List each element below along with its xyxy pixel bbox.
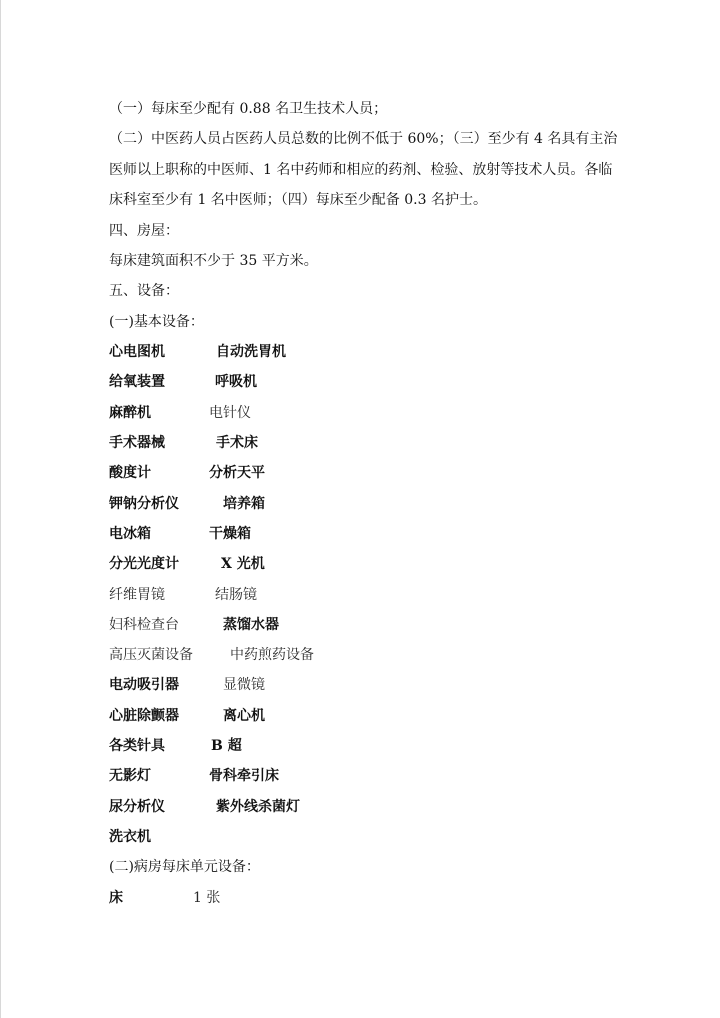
equipment-right: 蒸馏水器 <box>223 616 279 633</box>
equipment-left: 心脏除颤器 <box>109 707 179 724</box>
equipment-right: 骨科牵引床 <box>209 768 279 785</box>
list-item <box>109 458 629 488</box>
paragraph-staffing-4: 床科室至少有 1 名中医师；（四）每床至少配备 0.3 名护士。 <box>109 192 487 209</box>
equipment-left: 给氧装置 <box>109 374 165 391</box>
subheading-ward-equipment: (二)病房每床单元设备： <box>109 859 260 876</box>
equipment-right: 离心机 <box>223 707 265 724</box>
list-item <box>109 549 629 579</box>
equipment-right: 中药煎药设备 <box>230 647 314 664</box>
list-item <box>109 792 629 822</box>
list-item <box>109 337 629 367</box>
list-item <box>109 489 629 519</box>
paragraph-staffing-1: （一）每床至少配有 0.88 名卫生技术人员； <box>109 101 388 117</box>
equipment-right: 电针仪 <box>209 404 251 421</box>
list-item <box>109 580 629 610</box>
paragraph-building-area: 每床建筑面积不少于 35 平方米。 <box>109 252 318 269</box>
equipment-right: 手术床 <box>216 435 258 452</box>
list-item <box>109 519 629 549</box>
equipment-left: 分光光度计 <box>109 556 179 573</box>
equipment-left: 无影灯 <box>109 768 151 785</box>
ward-item-quantity: 1 张 <box>193 889 221 906</box>
list-item <box>109 883 629 913</box>
equipment-left: 洗衣机 <box>109 828 151 845</box>
equipment-left: 心电图机 <box>109 344 165 361</box>
equipment-left: 纤维胃镜 <box>109 586 165 603</box>
document-body <box>109 94 629 913</box>
list-item <box>109 670 629 700</box>
equipment-right: 干燥箱 <box>209 525 251 542</box>
equipment-right: 紫外线杀菌灯 <box>216 798 300 815</box>
equipment-left: 酸度计 <box>109 465 151 482</box>
section-heading-equipment: 五、设备： <box>109 283 179 300</box>
equipment-left: 妇科检查台 <box>109 616 179 633</box>
equipment-right: 培养箱 <box>223 495 265 512</box>
equipment-left: 高压灭菌设备 <box>109 647 193 664</box>
equipment-right: 显微镜 <box>223 677 265 694</box>
list-item <box>109 367 629 397</box>
equipment-left: 尿分析仪 <box>109 798 165 815</box>
equipment-left: 手术器械 <box>109 435 165 452</box>
subheading-basic-equipment: (一)基本设备： <box>109 313 204 330</box>
equipment-list <box>109 337 629 852</box>
list-item <box>109 822 629 852</box>
list-item <box>109 428 629 458</box>
ward-item-name: 床 <box>109 889 123 906</box>
equipment-right: 呼吸机 <box>215 374 257 391</box>
equipment-left: 电动吸引器 <box>109 677 179 694</box>
equipment-right: 自动洗胃机 <box>216 344 286 361</box>
equipment-left: 麻醉机 <box>109 404 151 421</box>
section-heading-building: 四、房屋： <box>109 222 179 239</box>
paragraph-staffing-2: （二）中医药人员占医药人员总数的比例不低于 60%；（三）至少有 4 名具有主治 <box>109 131 618 148</box>
equipment-right: B 超 <box>211 737 242 754</box>
equipment-right: 分析天平 <box>209 465 265 482</box>
list-item <box>109 731 629 761</box>
list-item <box>109 761 629 791</box>
equipment-right: 结肠镜 <box>215 586 257 603</box>
equipment-left: 钾钠分析仪 <box>109 495 179 512</box>
equipment-left: 各类针具 <box>109 737 165 754</box>
list-item <box>109 398 629 428</box>
ward-equipment-list <box>109 883 629 913</box>
equipment-left: 电冰箱 <box>109 525 151 542</box>
equipment-right: X 光机 <box>221 556 265 573</box>
list-item <box>109 640 629 670</box>
list-item <box>109 701 629 731</box>
paragraph-staffing-3: 医师以上职称的中医师、1 名中药师和相应的药剂、检验、放射等技术人员。各临 <box>109 161 613 178</box>
list-item <box>109 610 629 640</box>
